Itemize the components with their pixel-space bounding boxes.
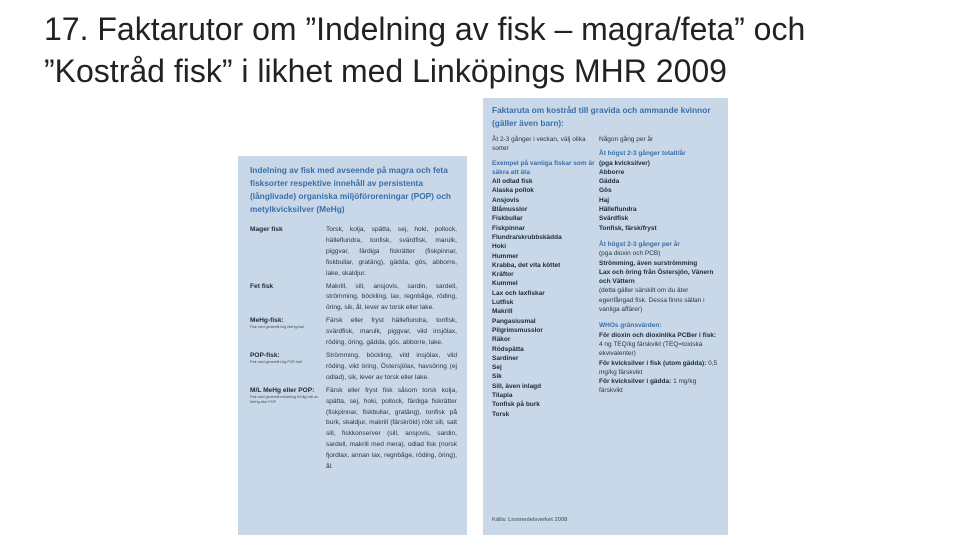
fish-list-item: Lax och öring från Östersjön, Vänern och Vättern [599, 268, 714, 286]
who-limit-pike-value: 1 mg/kg färskvikt [599, 378, 697, 395]
fish-category [250, 351, 326, 384]
fish-list-item: Hummer [492, 252, 519, 260]
fish-list-item: Krabba, det vita köttet [492, 261, 561, 269]
limited-fish-column [599, 135, 720, 419]
mercury-limit-subheading: Åt högst 2-3 gånger totalt/år [599, 150, 686, 158]
fish-list-item: Sej [492, 364, 502, 372]
fish-category-description: Torsk, kolja, spätta, sej, hoki, pollock, hälleflundra, tonfisk, svärdfisk, marulk, piggvar, färdiga fiskrätter (fiskpinnar, fiskbullar, gratäng), gädda, gös, abborre, lake, skaldjur. [326, 226, 457, 277]
fish-list-item: Abborre [599, 168, 625, 176]
dioxin-fish-list [599, 259, 720, 287]
fish-list-item: All odlad fisk [492, 178, 533, 186]
source-credit: Källa: Livsmedelsverket 2008 [492, 517, 568, 523]
fish-classification-heading: Indelning av fisk med avseende på magra och feta fisksorter respektive innehåll av persistenta (långlivade) organiska miljöföroreningar (POP) och metylkvicksilver (MeHg) [250, 165, 452, 214]
fish-category-label: Fet fisk [250, 282, 274, 290]
fish-classification-box [238, 156, 467, 535]
fish-category-note: Fisk med generellt medelhög till låg halt av MeHg eller POP [250, 394, 318, 404]
fish-classification-rows [250, 225, 457, 473]
fish-list-item: Makrill [492, 308, 513, 316]
fish-list-item: Pangasiusmal [492, 317, 536, 325]
fish-category [250, 316, 326, 349]
fish-list-item: Hoki [492, 243, 507, 251]
fish-list-item: Tonfisk på burk [492, 401, 540, 409]
who-limit-dioxin-value: 4 ng TEQ/kg färskvikt (TEQ=toxiska ekvivalenter) [599, 340, 703, 358]
fish-list-item: Sill, även inlagd [492, 382, 542, 390]
fish-list-item: Tilapia [492, 392, 513, 400]
fish-category-row [250, 386, 457, 473]
fish-category-label: Mager fisk [250, 226, 283, 233]
slide-title-line2: ”Kostråd fisk” i likhet med Linköpings MHR 2009 [44, 53, 727, 89]
fish-list-item: Sardiner [492, 354, 519, 362]
safe-fish-list [492, 177, 599, 419]
fish-list-item: Kräftor [492, 271, 514, 279]
dioxin-note: (pga dioxin och PCB) [599, 250, 661, 258]
fish-list-item: Alaska pollok [492, 187, 534, 195]
fish-list-item: Lutfisk [492, 299, 514, 307]
fish-list-item: Gös [599, 187, 612, 195]
fish-category [250, 225, 326, 280]
fish-category-row [250, 225, 457, 280]
diet-advice-columns [492, 135, 720, 419]
fish-list-item: Hälleflundra [599, 206, 637, 214]
diet-advice-heading: Faktaruta om kostråd till gravida och ammande kvinnor (gäller även barn): [492, 105, 711, 128]
fish-category-row [250, 282, 457, 315]
fish-list-item: Räkor [492, 336, 511, 344]
fish-list-item: Lax och laxfiskar [492, 289, 545, 297]
safe-fish-subheading: Exempel på vanliga fiskar som är säkra att äta [492, 159, 595, 176]
fish-category-note: Fisk med generellt hög MeHg-halt [250, 325, 304, 330]
fish-list-item: Rödspätta [492, 345, 524, 353]
fish-category-row [250, 351, 457, 384]
slide-title-line1: 17. Faktarutor om ”Indelning av fisk – magra/feta” och [44, 11, 806, 47]
fish-list-item: Ansjovis [492, 196, 520, 204]
fish-category [250, 282, 326, 315]
fish-list-item: Torsk [492, 410, 510, 418]
fish-list-item: Sik [492, 373, 502, 381]
diet-advice-box [483, 98, 728, 535]
fish-list-item: Fiskpinnar [492, 224, 525, 232]
fish-category-description: Makrill, sill, ansjovis, sardin, sardell, strömming, böckling, lax, regnbåge, röding, öring, sik, ål, lever av torsk eller lake. [326, 282, 457, 312]
safe-fish-intro: Åt 2-3 gånger i veckan, välj olika sorter [492, 136, 586, 153]
fish-list-item: Flundra/skrubbskädda [492, 233, 562, 241]
fish-category-note: Fisk med generellt hög POP-halt [250, 359, 302, 364]
mercury-fish-list [599, 168, 720, 233]
limited-fish-intro: Någon gång per år [599, 136, 654, 143]
self-caught-note: (detta gäller särskilt om du äter egenfångad fisk. Dessa finns sällan i vanliga affärer) [599, 287, 705, 314]
fish-category-label: MeHg-fisk: [250, 317, 284, 325]
who-limit-pike-label: För kvicksilver i gädda: [599, 378, 672, 386]
who-limit-dioxin-label: För dioxin och dioxinlika PCBer i fisk: [599, 331, 717, 339]
fish-list-item: Strömming, även surströmming [599, 259, 698, 267]
slide-title [44, 8, 944, 92]
fish-list-item: Kummel [492, 280, 518, 288]
mercury-note: (pga kvicksilver) [599, 159, 650, 167]
who-limit-mercury-value: 0,5 mg/kg färskvikt [599, 359, 718, 376]
safe-fish-column [492, 135, 599, 419]
fish-list-item: Pilgrimsmusslor [492, 326, 543, 334]
fish-category-description: Färsk eller fryst hälleflundra, tonfisk, svärdfisk, marulk, piggvar, vild insjölax, röding, öring, gädda, gös, abborre, lake. [326, 317, 457, 347]
fish-category-description: Färsk eller fryst fisk såsom torsk kolja, spätta, sej, hoki, pollock, färdiga fiskrätter (fiskpinnar, fiskbullar, gratäng), tonfisk på burk, skaldjur, makrill (färskrökt) rökt sill, salt sill, fiskkonserver (sill, ansjovis, sardin, sardell, makrill med mera), odlad fisk (norsk fjordlax, annan lax, regnbåge, röding, öring), ål. [326, 386, 457, 471]
fish-category-row [250, 316, 457, 349]
fish-category [250, 386, 326, 473]
dioxin-limit-subheading: Åt högst 2-3 gånger per år [599, 240, 680, 248]
fish-category-label: M/L MeHg eller POP: [250, 386, 315, 394]
fish-list-item: Fiskbullar [492, 215, 523, 223]
who-limit-dioxin [599, 331, 720, 359]
fish-list-item: Gädda [599, 178, 620, 186]
fish-category-description: Strömming, böckling, vild insjölax, vild röding, vild öring, Östersjölax, havsöring (ej odlad), sik, lever av torsk eller lake. [326, 351, 457, 381]
fish-category-label: POP-fisk: [250, 351, 280, 359]
fish-list-item: Blåmusslor [492, 206, 528, 214]
who-limit-mercury-label: För kvicksilver i fisk (utom gädda): [599, 359, 707, 367]
fish-list-item: Haj [599, 196, 610, 204]
fish-list-item: Tonfisk, färsk/fryst [599, 224, 657, 232]
who-limits-subheading: WHOs gränsvärden: [599, 322, 662, 330]
who-limit-mercury [599, 359, 720, 378]
fish-list-item: Svärdfisk [599, 215, 629, 223]
who-limit-pike [599, 377, 720, 396]
